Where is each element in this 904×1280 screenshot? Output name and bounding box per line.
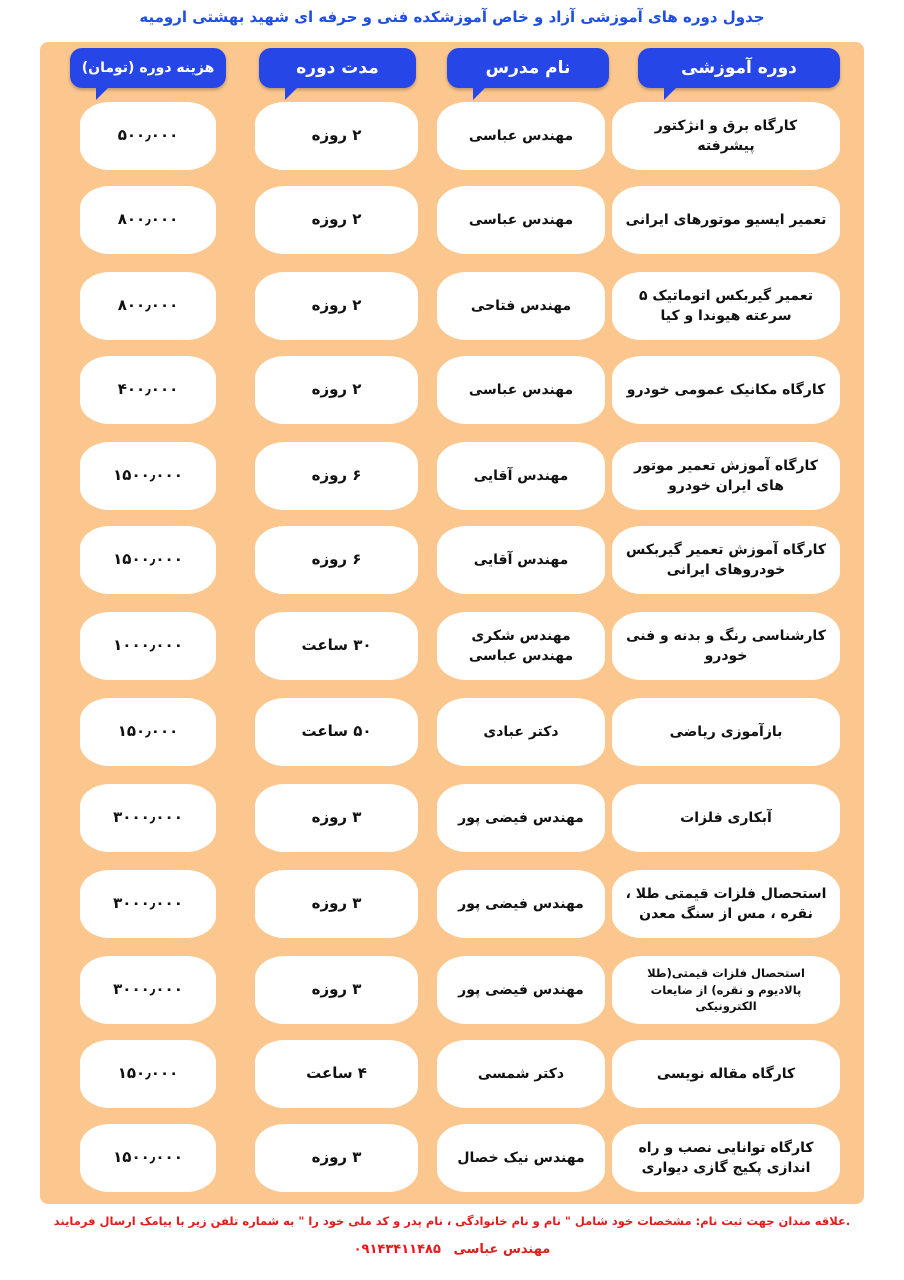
cell-cost: ۱۵۰۰٫۰۰۰ [80, 442, 216, 510]
cell-cost: ۱۵۰۰٫۰۰۰ [80, 526, 216, 594]
cell-teacher: دکتر عبادی [437, 698, 605, 766]
cell-teacher: مهندس عباسی [437, 102, 605, 170]
cell-course: آبکاری فلزات [612, 784, 840, 852]
cell-teacher: مهندس فیضی پور [437, 956, 605, 1024]
table-row [0, 784, 904, 852]
registration-note: .علاقه مندان جهت ثبت نام: مشخصات خود شامل " نام و نام خانوادگی ، نام پدر و کد ملی خود را " به شماره تلفن زیر با پیامک ارسال فرمایند [53, 1214, 851, 1228]
cell-cost: ۱۰۰۰٫۰۰۰ [80, 612, 216, 680]
cell-course: کارگاه آموزش تعمیر گیربکس خودروهای ایرانی [612, 526, 840, 594]
cell-duration: ۳ روزه [255, 784, 418, 852]
page-title: جدول دوره های آموزشی آزاد و خاص آموزشکده فنی و حرفه ای شهید بهشتی ارومیه [139, 8, 765, 26]
cell-duration: ۳ روزه [255, 956, 418, 1024]
cell-teacher: مهندس فیضی پور [437, 784, 605, 852]
header-course [638, 48, 840, 88]
cell-duration: ۶ روزه [255, 526, 418, 594]
cell-course: کارگاه مقاله نویسی [612, 1040, 840, 1108]
header-course-label: دوره آموزشی [681, 58, 797, 78]
table-row [0, 698, 904, 766]
table-row [0, 870, 904, 938]
cell-cost: ۴۰۰٫۰۰۰ [80, 356, 216, 424]
cell-course: استحصال فلزات قیمتی(طلا پالادیوم و نقره) از ضایعات الکترونیکی [612, 956, 840, 1024]
cell-duration: ۳ روزه [255, 1124, 418, 1192]
cell-cost: ۳۰۰۰٫۰۰۰ [80, 870, 216, 938]
cell-course: بازآموزی ریاضی [612, 698, 840, 766]
header-cost [70, 48, 226, 88]
contact-line [0, 1242, 904, 1257]
table-row [0, 612, 904, 680]
cell-teacher: مهندس فیضی پور [437, 870, 605, 938]
cell-teacher: دکتر شمسی [437, 1040, 605, 1108]
cell-duration: ۴ ساعت [255, 1040, 418, 1108]
cell-course: کارگاه برق و انژکتور پیشرفته [612, 102, 840, 170]
header-duration [259, 48, 416, 88]
cell-cost: ۳۰۰۰٫۰۰۰ [80, 956, 216, 1024]
header-cost-label: هزینه دوره (تومان) [81, 60, 215, 76]
cell-course: تعمیر گیربکس اتوماتیک ۵ سرعته هیوندا و کیا [612, 272, 840, 340]
cell-cost: ۵۰۰٫۰۰۰ [80, 102, 216, 170]
cell-duration: ۲ روزه [255, 186, 418, 254]
table-row [0, 186, 904, 254]
cell-cost: ۱۵۰۰٫۰۰۰ [80, 1124, 216, 1192]
table-row [0, 442, 904, 510]
contact-name: مهندس عباسی [453, 1242, 551, 1257]
table-row [0, 272, 904, 340]
contact-phone: ۰۹۱۴۳۴۱۱۴۸۵ [353, 1242, 441, 1257]
cell-cost: ۸۰۰٫۰۰۰ [80, 186, 216, 254]
cell-cost: ۱۵۰٫۰۰۰ [80, 698, 216, 766]
cell-cost: ۳۰۰۰٫۰۰۰ [80, 784, 216, 852]
cell-duration: ۶ روزه [255, 442, 418, 510]
cell-teacher: مهندس آقایی [437, 442, 605, 510]
cell-course: تعمیر ایسیو موتورهای ایرانی [612, 186, 840, 254]
cell-teacher: مهندس عباسی [437, 186, 605, 254]
cell-duration: ۲ روزه [255, 102, 418, 170]
cell-course: کارگاه مکانیک عمومی خودرو [612, 356, 840, 424]
header-teacher-label: نام مدرس [485, 58, 571, 78]
table-row [0, 1124, 904, 1192]
cell-course: کارشناسی رنگ و بدنه و فنی خودرو [612, 612, 840, 680]
table-row [0, 956, 904, 1024]
cell-cost: ۱۵۰٫۰۰۰ [80, 1040, 216, 1108]
cell-course: استحصال فلزات قیمتی طلا ، نقره ، مس از سنگ معدن [612, 870, 840, 938]
cell-duration: ۲ روزه [255, 272, 418, 340]
cell-course: کارگاه توانایی نصب و راه اندازی پکیج گازی دیواری [612, 1124, 840, 1192]
cell-duration: ۵۰ ساعت [255, 698, 418, 766]
header-teacher [447, 48, 609, 88]
table-row [0, 526, 904, 594]
cell-course: کارگاه آموزش تعمیر موتور های ایران خودرو [612, 442, 840, 510]
cell-duration: ۳۰ ساعت [255, 612, 418, 680]
cell-teacher: مهندس شکری مهندس عباسی [437, 612, 605, 680]
table-row [0, 1040, 904, 1108]
cell-teacher: مهندس فتاحی [437, 272, 605, 340]
cell-teacher: مهندس عباسی [437, 356, 605, 424]
table-row [0, 356, 904, 424]
cell-cost: ۸۰۰٫۰۰۰ [80, 272, 216, 340]
cell-teacher: مهندس نیک خصال [437, 1124, 605, 1192]
cell-teacher: مهندس آقایی [437, 526, 605, 594]
header-duration-label: مدت دوره [296, 58, 379, 78]
table-row [0, 102, 904, 170]
cell-duration: ۳ روزه [255, 870, 418, 938]
cell-duration: ۲ روزه [255, 356, 418, 424]
